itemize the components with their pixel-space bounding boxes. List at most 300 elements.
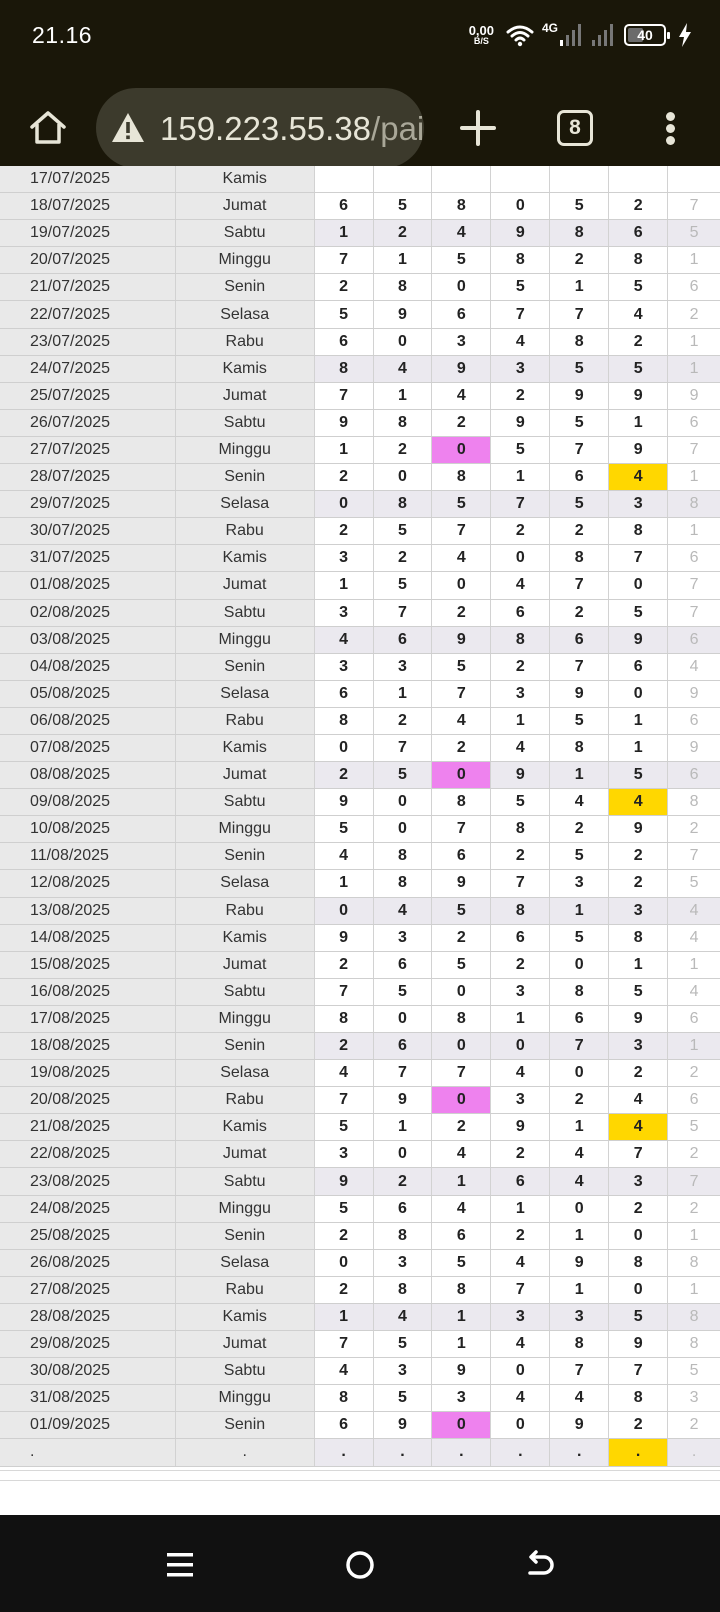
- charging-icon: [678, 23, 692, 47]
- extra-cell: 9: [668, 681, 720, 707]
- number-cell: 2: [491, 952, 550, 978]
- number-cell: 8: [609, 925, 668, 951]
- number-cell: 3: [432, 1385, 491, 1411]
- date-cell: 28/07/2025: [0, 464, 176, 490]
- back-button[interactable]: [520, 1545, 560, 1585]
- date-cell: 18/08/2025: [0, 1033, 176, 1059]
- number-cell: 7: [550, 437, 609, 463]
- number-cell: 3: [550, 1304, 609, 1330]
- number-cell: 5: [550, 708, 609, 734]
- day-cell: Jumat: [176, 1331, 315, 1357]
- extra-cell: 1: [668, 247, 720, 273]
- number-cell: .: [315, 1439, 374, 1465]
- number-cell: 4: [550, 789, 609, 815]
- number-cell: 8: [315, 1385, 374, 1411]
- extra-cell: 6: [668, 410, 720, 436]
- number-cell: 2: [432, 735, 491, 761]
- number-cell: 2: [491, 654, 550, 680]
- number-cell: 3: [374, 1358, 433, 1384]
- day-cell: Selasa: [176, 301, 315, 327]
- number-cell: 9: [315, 410, 374, 436]
- table-row: [0, 681, 720, 708]
- date-cell: 18/07/2025: [0, 193, 176, 219]
- number-cell: 0: [609, 1223, 668, 1249]
- number-cell: 0: [315, 735, 374, 761]
- table-row: [0, 274, 720, 301]
- table-row: [0, 1168, 720, 1195]
- day-cell: Kamis: [176, 735, 315, 761]
- number-cell: 2: [432, 410, 491, 436]
- number-cell: 6: [315, 1412, 374, 1438]
- results-table: [0, 166, 720, 1467]
- extra-cell: 6: [668, 1006, 720, 1032]
- extra-cell: 5: [668, 1358, 720, 1384]
- new-tab-button[interactable]: [456, 106, 500, 150]
- date-cell: 21/08/2025: [0, 1114, 176, 1140]
- number-cell: 5: [374, 1385, 433, 1411]
- date-cell: 27/08/2025: [0, 1277, 176, 1303]
- table-row: [0, 1277, 720, 1304]
- number-cell: 3: [609, 1033, 668, 1059]
- table-row: [0, 1223, 720, 1250]
- home-circle-icon: [345, 1550, 375, 1580]
- number-cell: 5: [550, 491, 609, 517]
- number-cell: 4: [609, 301, 668, 327]
- number-cell: 9: [432, 627, 491, 653]
- divider: [0, 1470, 720, 1471]
- number-cell: 0: [491, 193, 550, 219]
- date-cell: 17/07/2025: [0, 166, 176, 192]
- number-cell: 8: [491, 247, 550, 273]
- number-cell: 2: [374, 545, 433, 571]
- number-cell: 1: [432, 1331, 491, 1357]
- number-cell: 5: [491, 789, 550, 815]
- table-row: [0, 789, 720, 816]
- network-speed: [469, 24, 494, 46]
- table-row: [0, 545, 720, 572]
- extra-cell: 7: [668, 1168, 720, 1194]
- day-cell: Kamis: [176, 545, 315, 571]
- number-cell: 5: [491, 437, 550, 463]
- number-cell: 2: [550, 518, 609, 544]
- day-cell: Rabu: [176, 1277, 315, 1303]
- number-cell: 6: [374, 627, 433, 653]
- number-cell: 9: [550, 1250, 609, 1276]
- date-cell: 22/08/2025: [0, 1141, 176, 1167]
- day-cell: Senin: [176, 274, 315, 300]
- number-cell: 4: [374, 356, 433, 382]
- number-cell: 8: [374, 843, 433, 869]
- number-cell: 7: [491, 1277, 550, 1303]
- number-cell: 8: [491, 627, 550, 653]
- date-cell: 25/08/2025: [0, 1223, 176, 1249]
- number-cell: 5: [609, 979, 668, 1005]
- day-cell: Senin: [176, 654, 315, 680]
- date-cell: 13/08/2025: [0, 898, 176, 924]
- day-cell: Minggu: [176, 437, 315, 463]
- number-cell: 8: [432, 1277, 491, 1303]
- number-cell: 2: [550, 816, 609, 842]
- number-cell: 8: [315, 1006, 374, 1032]
- number-cell: 8: [432, 1006, 491, 1032]
- home-button[interactable]: [26, 106, 70, 150]
- number-cell: 3: [315, 600, 374, 626]
- extra-cell: 2: [668, 1141, 720, 1167]
- number-cell: 5: [315, 301, 374, 327]
- extra-cell: 4: [668, 898, 720, 924]
- table-row: [0, 247, 720, 274]
- number-cell: 2: [491, 843, 550, 869]
- extra-cell: 7: [668, 193, 720, 219]
- number-cell: 4: [609, 1087, 668, 1113]
- table-row: [0, 437, 720, 464]
- signal-icon: [590, 22, 616, 48]
- number-cell: 3: [315, 1141, 374, 1167]
- number-cell: 3: [491, 356, 550, 382]
- day-cell: Kamis: [176, 925, 315, 951]
- number-cell: 1: [374, 247, 433, 273]
- number-cell: 7: [432, 1060, 491, 1086]
- number-cell: 4: [550, 1168, 609, 1194]
- number-cell: 9: [550, 383, 609, 409]
- day-cell: Rabu: [176, 518, 315, 544]
- number-cell: 8: [432, 789, 491, 815]
- day-cell: Rabu: [176, 708, 315, 734]
- number-cell: 2: [374, 708, 433, 734]
- number-cell: 1: [550, 1223, 609, 1249]
- date-cell: 29/07/2025: [0, 491, 176, 517]
- number-cell: 0: [609, 572, 668, 598]
- number-cell: 4: [491, 735, 550, 761]
- number-cell: 6: [609, 654, 668, 680]
- recents-icon: [166, 1550, 194, 1580]
- number-cell: 7: [550, 654, 609, 680]
- number-cell: 7: [432, 681, 491, 707]
- date-cell: 23/08/2025: [0, 1168, 176, 1194]
- number-cell: 7: [550, 572, 609, 598]
- not-secure-warning-icon[interactable]: [110, 110, 146, 146]
- date-cell: .: [0, 1439, 176, 1465]
- date-cell: 05/08/2025: [0, 681, 176, 707]
- number-cell: 6: [491, 1168, 550, 1194]
- number-cell: 0: [315, 1250, 374, 1276]
- number-cell: 4: [550, 1141, 609, 1167]
- number-cell: 1: [374, 383, 433, 409]
- more-menu-button[interactable]: [660, 106, 680, 150]
- number-cell: 1: [609, 410, 668, 436]
- day-cell: Minggu: [176, 816, 315, 842]
- number-cell: 8: [491, 816, 550, 842]
- number-cell: 2: [432, 600, 491, 626]
- date-cell: 19/08/2025: [0, 1060, 176, 1086]
- date-cell: 01/08/2025: [0, 572, 176, 598]
- number-cell: 3: [315, 545, 374, 571]
- date-cell: 03/08/2025: [0, 627, 176, 653]
- network-speed-value: 0,00: [468, 23, 494, 38]
- number-cell: 4: [432, 545, 491, 571]
- number-cell: .: [374, 1439, 433, 1465]
- number-cell: 9: [315, 1168, 374, 1194]
- number-cell: 0: [550, 1196, 609, 1222]
- date-cell: 20/07/2025: [0, 247, 176, 273]
- number-cell: 4: [432, 708, 491, 734]
- date-cell: 26/07/2025: [0, 410, 176, 436]
- number-cell: 7: [550, 1358, 609, 1384]
- number-cell: 4: [315, 843, 374, 869]
- number-cell: 5: [315, 1114, 374, 1140]
- table-row: [0, 654, 720, 681]
- date-cell: 04/08/2025: [0, 654, 176, 680]
- number-cell: 7: [609, 1358, 668, 1384]
- number-cell: 8: [315, 708, 374, 734]
- number-cell: 4: [491, 1385, 550, 1411]
- number-cell: 3: [609, 491, 668, 517]
- number-cell: 6: [374, 1196, 433, 1222]
- date-cell: 02/08/2025: [0, 600, 176, 626]
- number-cell: 6: [550, 1006, 609, 1032]
- network-speed-unit: B/S: [473, 36, 489, 46]
- url-text[interactable]: [160, 110, 424, 148]
- number-cell: 4: [491, 1060, 550, 1086]
- number-cell: 2: [315, 1277, 374, 1303]
- number-cell: 5: [609, 274, 668, 300]
- number-cell: 8: [550, 735, 609, 761]
- table-row: [0, 925, 720, 952]
- number-cell: 2: [315, 1033, 374, 1059]
- number-cell: [491, 166, 550, 192]
- number-cell: 2: [315, 1223, 374, 1249]
- extra-cell: 9: [668, 383, 720, 409]
- table-row: [0, 1114, 720, 1141]
- number-cell: .: [432, 1439, 491, 1465]
- number-cell: 5: [374, 762, 433, 788]
- table-row: [0, 1331, 720, 1358]
- url-path: /pai: [371, 110, 425, 147]
- number-cell: 4: [491, 572, 550, 598]
- number-cell: 5: [609, 1304, 668, 1330]
- date-cell: 11/08/2025: [0, 843, 176, 869]
- number-cell: 1: [315, 572, 374, 598]
- number-cell: 0: [609, 1277, 668, 1303]
- number-cell: 1: [432, 1168, 491, 1194]
- extra-cell: 7: [668, 843, 720, 869]
- number-cell: 0: [315, 491, 374, 517]
- number-cell: 8: [550, 979, 609, 1005]
- number-cell: 3: [374, 1250, 433, 1276]
- extra-cell: 6: [668, 1087, 720, 1113]
- table-row: [0, 410, 720, 437]
- status-icons: [469, 20, 692, 50]
- date-cell: 23/07/2025: [0, 329, 176, 355]
- table-row: [0, 220, 720, 247]
- day-cell: Minggu: [176, 1385, 315, 1411]
- number-cell: 1: [315, 437, 374, 463]
- extra-cell: 6: [668, 274, 720, 300]
- table-row: [0, 518, 720, 545]
- extra-cell: 2: [668, 1060, 720, 1086]
- day-cell: Selasa: [176, 1250, 315, 1276]
- extra-cell: 6: [668, 708, 720, 734]
- number-cell: 8: [609, 518, 668, 544]
- number-cell: 8: [491, 898, 550, 924]
- number-cell: 2: [550, 600, 609, 626]
- number-cell: 9: [315, 925, 374, 951]
- extra-cell: 5: [668, 220, 720, 246]
- number-cell: 1: [491, 1006, 550, 1032]
- number-cell: 1: [315, 1304, 374, 1330]
- table-row: [0, 1385, 720, 1412]
- address-bar[interactable]: [96, 88, 424, 168]
- table-row: [0, 464, 720, 491]
- number-cell: 3: [374, 925, 433, 951]
- extra-cell: 1: [668, 1223, 720, 1249]
- extra-cell: 8: [668, 1331, 720, 1357]
- table-row: [0, 356, 720, 383]
- number-cell: 4: [374, 898, 433, 924]
- number-cell: 3: [491, 1087, 550, 1113]
- number-cell: 4: [550, 1385, 609, 1411]
- date-cell: 24/07/2025: [0, 356, 176, 382]
- number-cell: 0: [491, 545, 550, 571]
- date-cell: 07/08/2025: [0, 735, 176, 761]
- date-cell: 09/08/2025: [0, 789, 176, 815]
- number-cell: 7: [374, 600, 433, 626]
- day-cell: Minggu: [176, 627, 315, 653]
- number-cell: 9: [491, 410, 550, 436]
- number-cell: 6: [609, 220, 668, 246]
- number-cell: 2: [432, 1114, 491, 1140]
- date-cell: 31/08/2025: [0, 1385, 176, 1411]
- number-cell: 2: [550, 247, 609, 273]
- day-cell: Rabu: [176, 329, 315, 355]
- number-cell: 3: [491, 979, 550, 1005]
- number-cell: 1: [374, 1114, 433, 1140]
- number-cell: [609, 166, 668, 192]
- day-cell: Senin: [176, 1033, 315, 1059]
- number-cell: 8: [374, 491, 433, 517]
- date-cell: 15/08/2025: [0, 952, 176, 978]
- date-cell: 31/07/2025: [0, 545, 176, 571]
- day-cell: Senin: [176, 843, 315, 869]
- number-cell: 6: [374, 1033, 433, 1059]
- divider: [0, 1480, 720, 1481]
- number-cell: 4: [374, 1304, 433, 1330]
- number-cell: 7: [315, 1331, 374, 1357]
- table-row: [0, 708, 720, 735]
- network-type-label: 4G: [542, 21, 559, 35]
- table-row: [0, 329, 720, 356]
- clock: 21.16: [32, 22, 93, 48]
- number-cell: .: [491, 1439, 550, 1465]
- table-row: [0, 301, 720, 328]
- number-cell: 5: [315, 1196, 374, 1222]
- day-cell: Senin: [176, 1223, 315, 1249]
- table-row: [0, 627, 720, 654]
- number-cell: 5: [374, 1331, 433, 1357]
- extra-cell: 2: [668, 816, 720, 842]
- extra-cell: .: [668, 1439, 720, 1465]
- extra-cell: 1: [668, 1277, 720, 1303]
- number-cell: 2: [315, 464, 374, 490]
- extra-cell: 7: [668, 437, 720, 463]
- number-cell: 7: [491, 491, 550, 517]
- number-cell: 3: [609, 898, 668, 924]
- extra-cell: 7: [668, 572, 720, 598]
- extra-cell: 4: [668, 925, 720, 951]
- date-cell: 22/07/2025: [0, 301, 176, 327]
- number-cell: 0: [491, 1033, 550, 1059]
- number-cell: 6: [550, 627, 609, 653]
- number-cell: 0: [374, 329, 433, 355]
- number-cell: 5: [609, 356, 668, 382]
- day-cell: Minggu: [176, 1196, 315, 1222]
- number-cell: 0: [432, 274, 491, 300]
- number-cell: 7: [374, 1060, 433, 1086]
- number-cell: 2: [609, 843, 668, 869]
- day-cell: Jumat: [176, 193, 315, 219]
- number-cell: 4: [315, 1060, 374, 1086]
- number-cell: 4: [491, 329, 550, 355]
- number-cell: 6: [550, 464, 609, 490]
- number-cell: 5: [374, 572, 433, 598]
- number-cell: 0: [432, 979, 491, 1005]
- number-cell: 3: [550, 870, 609, 896]
- number-cell: 5: [432, 952, 491, 978]
- number-cell: 1: [491, 708, 550, 734]
- number-cell: 0: [374, 1006, 433, 1032]
- number-cell: 0: [315, 898, 374, 924]
- table-row: [0, 193, 720, 220]
- number-cell: 4: [609, 789, 668, 815]
- number-cell: 9: [609, 1331, 668, 1357]
- number-cell: 8: [550, 329, 609, 355]
- number-cell: 8: [550, 220, 609, 246]
- number-cell: 7: [432, 518, 491, 544]
- table-row: [0, 762, 720, 789]
- table-row: [0, 600, 720, 627]
- number-cell: 5: [491, 274, 550, 300]
- number-cell: 2: [609, 193, 668, 219]
- table-row: [0, 1358, 720, 1385]
- table-row: [0, 1060, 720, 1087]
- number-cell: 4: [315, 1358, 374, 1384]
- status-bar: [0, 0, 720, 72]
- number-cell: 0: [374, 464, 433, 490]
- number-cell: 5: [550, 843, 609, 869]
- home-nav-button[interactable]: [340, 1545, 380, 1585]
- tab-switcher-button[interactable]: 8: [557, 110, 593, 146]
- date-cell: 10/08/2025: [0, 816, 176, 842]
- date-cell: 19/07/2025: [0, 220, 176, 246]
- day-cell: Selasa: [176, 1060, 315, 1086]
- number-cell: 0: [432, 762, 491, 788]
- table-row: [0, 816, 720, 843]
- date-cell: 29/08/2025: [0, 1331, 176, 1357]
- number-cell: 8: [609, 1385, 668, 1411]
- number-cell: 7: [609, 1141, 668, 1167]
- recents-button[interactable]: [160, 1545, 200, 1585]
- system-navigation-bar: [0, 1515, 720, 1612]
- number-cell: 4: [432, 1141, 491, 1167]
- number-cell: [432, 166, 491, 192]
- page-content[interactable]: [0, 170, 720, 1515]
- number-cell: 2: [491, 383, 550, 409]
- date-cell: 24/08/2025: [0, 1196, 176, 1222]
- day-cell: Sabtu: [176, 1168, 315, 1194]
- day-cell: Jumat: [176, 952, 315, 978]
- number-cell: 9: [609, 383, 668, 409]
- number-cell: 2: [491, 1223, 550, 1249]
